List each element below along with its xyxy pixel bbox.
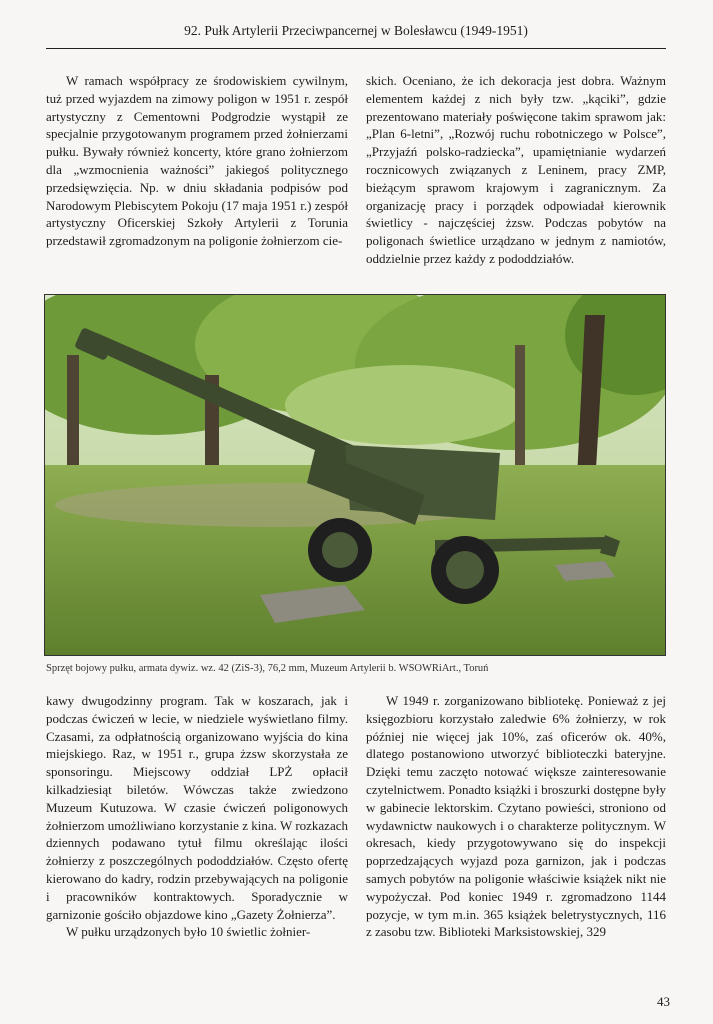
figure-caption: Sprzęt bojowy pułku, armata dywiz. wz. 42 (ZiS-3), 76,2 mm, Muzeum Artylerii b. WSOWRiArt., Toruń (46, 663, 489, 674)
top-right-column (366, 72, 666, 268)
paragraph: skich. Oceniano, że ich dekoracja jest dobra. Ważnym elementem każdej z nich były tzw. „kąciki”, gdzie prezentowano materiały poświęcone takim sprawom jak: „Plan 6-letni”, „Rozwój ruchu robotniczego w Polsce”, „Przyjaźń polsko-radziecka”, upamiętnianie wydarzeń rocznicowych związanych z Leninem, pracy ZMP, bieżącym sprawom krajowym i zagranicznym. Za organizację pracy i porządek odpowiadał kierownik świetlicy - najczęściej żzsw. Podczas pobytów na poligonach świetlice urządzano w jednym z namiotów, oddzielnie przez każdy z pododdziałów. (366, 73, 666, 266)
paragraph: W pułku urządzonych było 10 świetlic żołnier- (66, 924, 311, 940)
running-title: 92. Pułk Artylerii Przeciwpancernej w Bolesławcu (1949-1951) (184, 23, 528, 38)
artillery-gun-photo (44, 294, 666, 656)
top-left-column (46, 72, 348, 250)
bottom-left-column (46, 692, 348, 941)
bottom-right-column (366, 692, 666, 941)
header-rule (46, 48, 666, 49)
paragraph: kawy dwugodzinny program. Tak w koszarach, jak i podczas ćwiczeń w lecie, w niedziele wyświetlano filmy. Czasami, za odpłatnością organizowano wyjścia do kina miejskiego. Raz, w 1951 r., grupa żzsw skorzystała ze sponsoringu. Miejscowy oddział LPŻ opłacił kilkadziesiąt biletów. Wówczas także zwiedzono Muzeum Kutuzowa. W czasie ćwiczeń poligonowych żołnierzom umożliwiano korzystanie z kina. W rozkazach dziennych podawano tytuł filmu określając ilości żołnierzy z poszczególnych pododdziałów. Często ofertę kierowano do kadry, rodzin przebywających na poligonie i pracowników kontraktowych. Sporadycznie w garnizonie gościło objazdowe kino „Gazety Żołnierza”. (46, 693, 348, 922)
paragraph: W 1949 r. zorganizowano bibliotekę. Ponieważ z jej księgozbioru korzystało zaledwie 6% żołnierzy, w rok później nie więcej jak 10%, zaś oficerów ok. 40%, dlatego postanowiono utworzyć biblioteczki bateryjne. Dzięki temu zaczęto notować większe zainteresowanie czytelnictwem. Ponadto książki i broszurki dostępne były w gabinecie lektorskim. Czytano powieści, stroniono od wydawnictw naukowych i o charakterze politycznym. W okresach, kiedy przygotowywano się do inspekcji poprzedzających wyjazd poza garnizon, jak i podczas samych pobytów na poligonie właściwie książek nikt nie wypożyczał. Pod koniec 1949 r. zgromadzono 1144 pozycje, w tym m.in. 365 książek beletrystycznych, 116 z zasobu tzw. Biblioteki Marksistowskiej, 329 (366, 693, 667, 940)
page-number: 43 (657, 994, 670, 1009)
paragraph: W ramach współpracy ze środowiskiem cywilnym, tuż przed wyjazdem na zimowy poligon w 1951 r. zespół artystyczny z Cementowni Podgrodzie wystąpił ze specjalnie przygotowanym programem przed żołnierzami pułku. Bywały również koncerty, które grano żołnierzom dla „wzmocnienia ważności” jakiegoś politycznego przedsięwzięcia. Np. w dniu składania podpisów pod Narodowym Plebiscytem Pokoju (17 maja 1951 r.) zespół artystyczny Oficerskiej Szkoły Artylerii z Torunia przedstawił zgromadzonym na poligonie żołnierzom cie- (46, 73, 348, 249)
